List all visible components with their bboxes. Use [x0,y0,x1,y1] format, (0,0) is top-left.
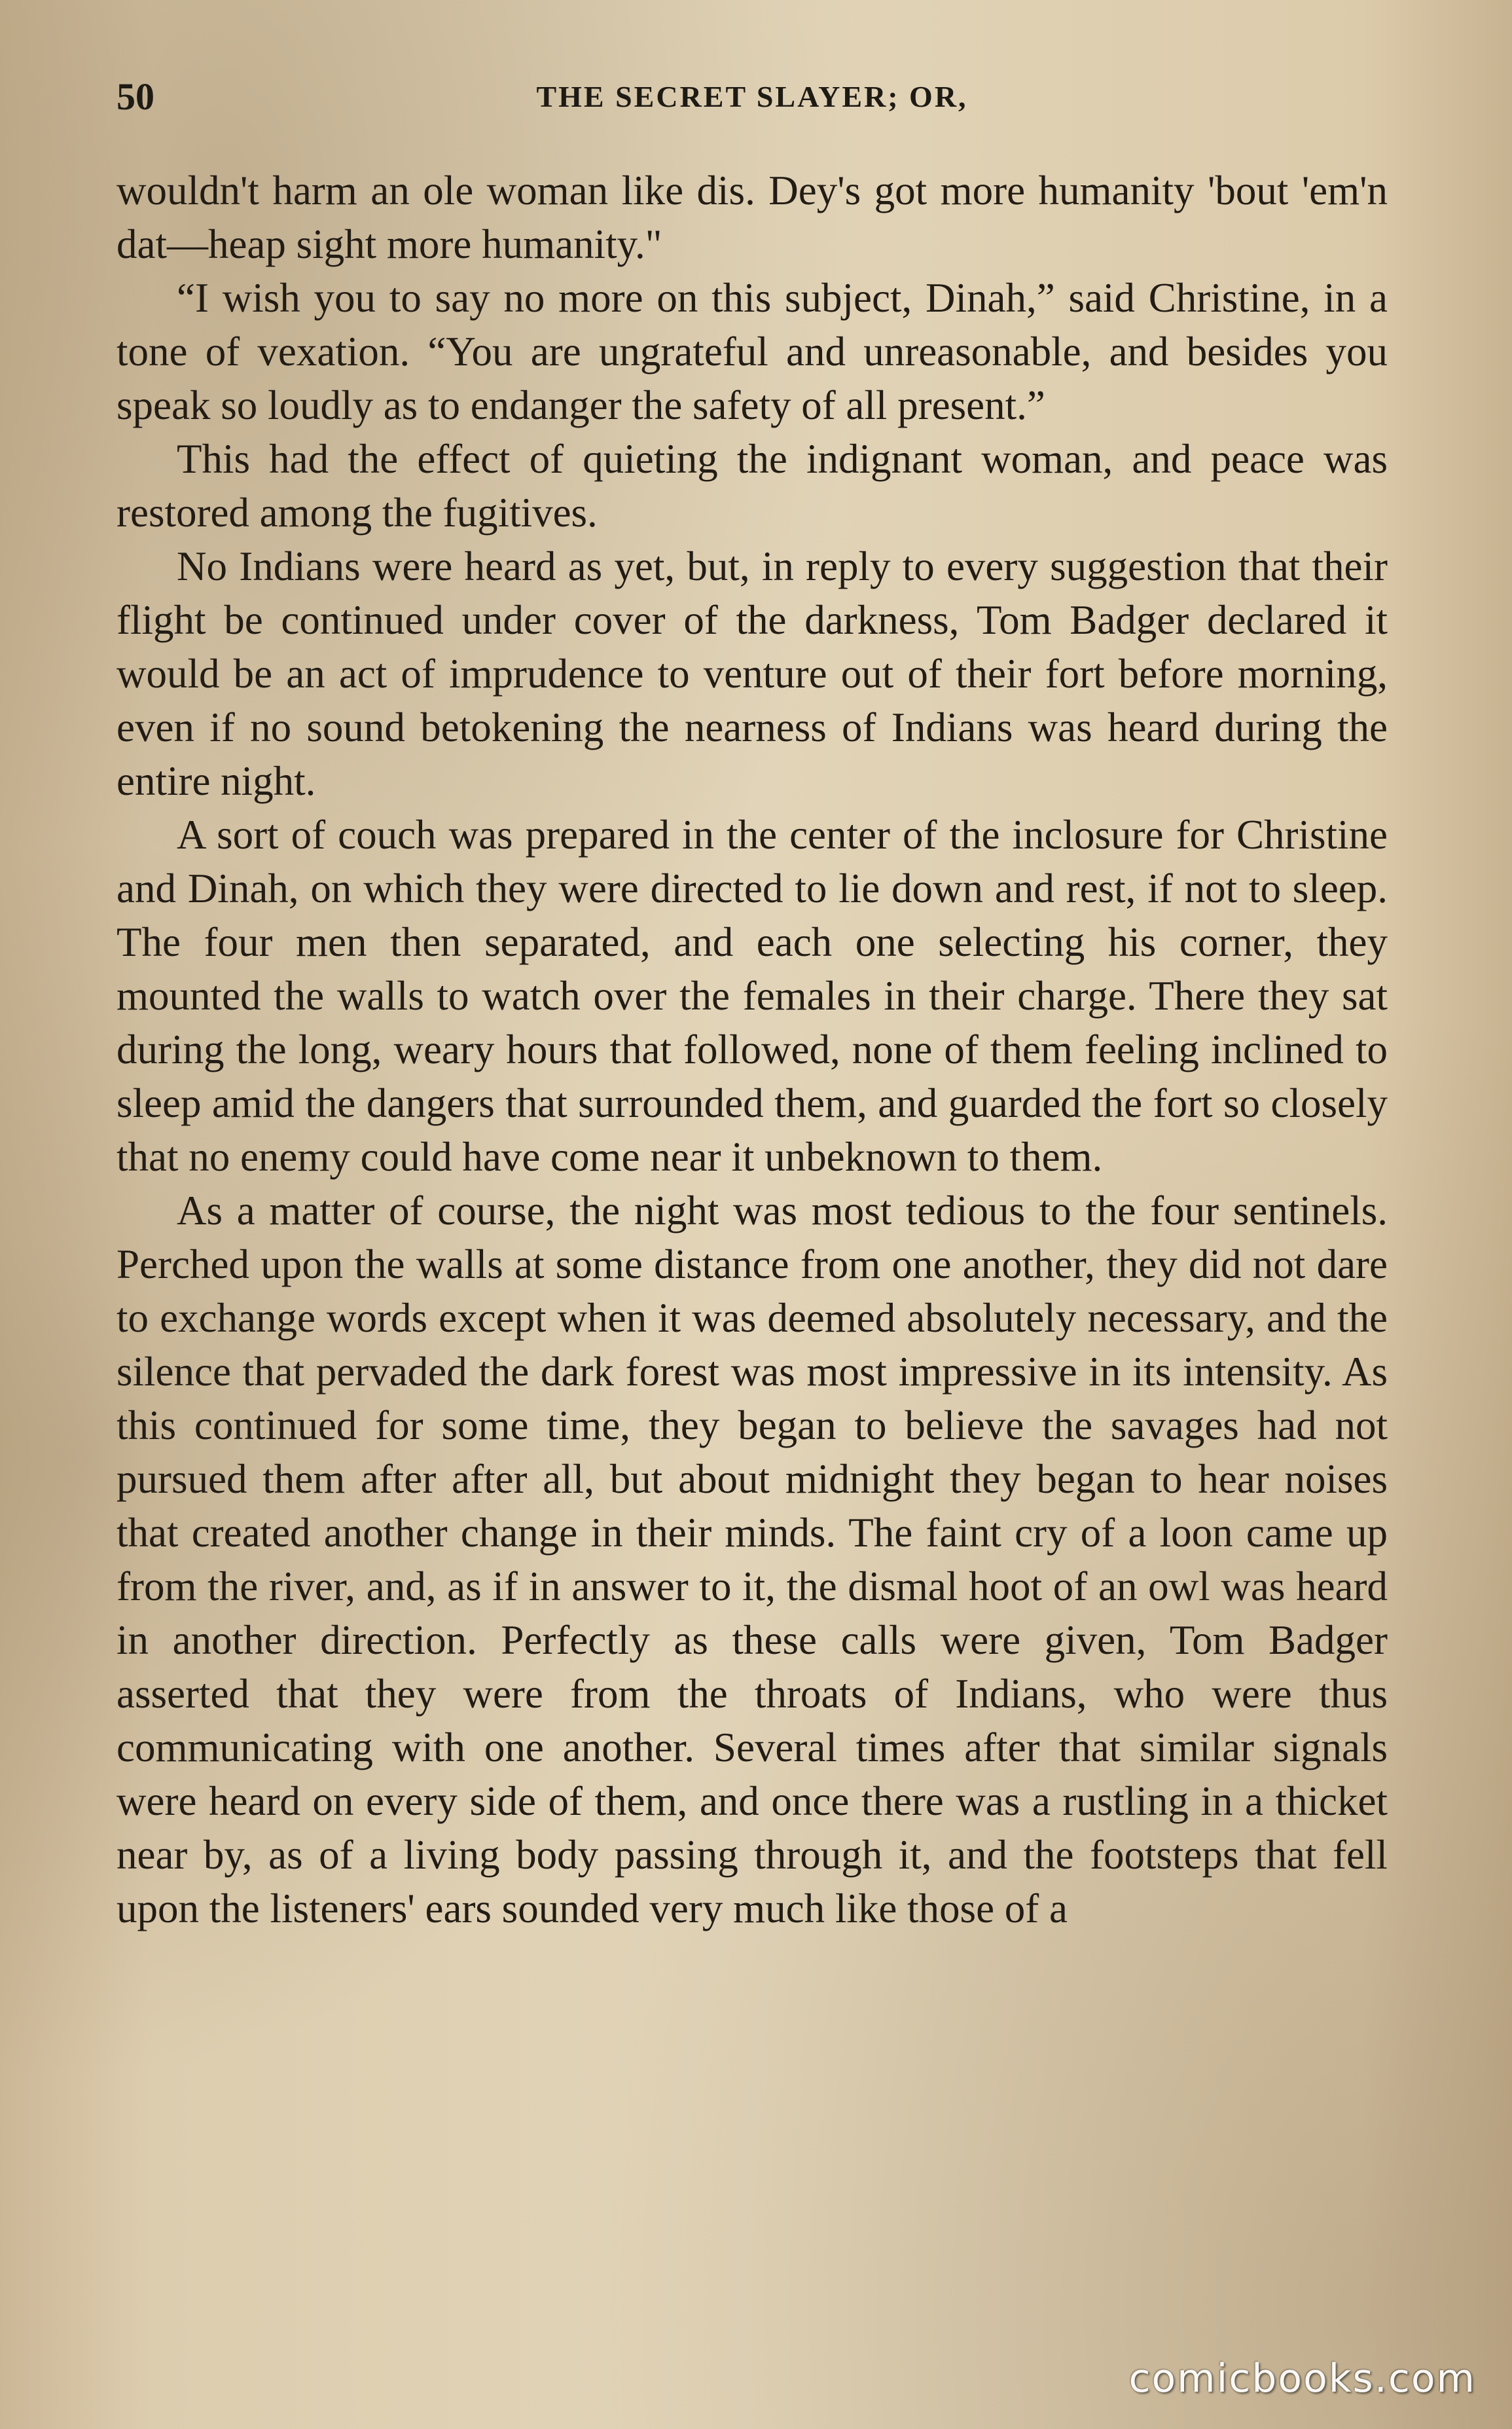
paragraph: This had the effect of quieting the indignant woman, and peace was restored among the fugitives. [117,436,1388,536]
page-header [117,71,1388,123]
paragraph: A sort of couch was prepared in the center of the inclosure for Christine and Dinah, on which they were directed to lie down and rest, if not to sleep. The four men then separated, and each one selecting his corner, they mounted the walls to watch over the females in their charge. There they sat during the long, weary hours that followed, none of them feeling inclined to sleep amid the dangers that surrounded them, and guarded the fort so closely that no enemy could have come near it unbeknown to them. [117,812,1388,1180]
page-number: 50 [117,75,154,118]
paragraph: “I wish you to say no more on this subject, Dinah,” said Christine, in a tone of vexation. “You are ungrateful and unreasonable, and besides you speak so loudly as to endanger the safety of all present.” [117,275,1388,428]
paragraph: No Indians were heard as yet, but, in reply to every suggestion that their flight be continued under cover of the darkness, Tom Badger declared it would be an act of imprudence to venture out of their fort before morning, even if no sound betokening the nearness of Indians was heard during the entire night. [117,543,1388,804]
paragraph: As a matter of course, the night was most tedious to the four sentinels. Perched upon the walls at some distance from one another, they did not dare to exchange words except when it was deemed absolutely necessary, and the silence that pervaded the dark forest was most impressive in its intensity. As this continued for some time, they began to believe the savages had not pursued them after after all, but about midnight they began to hear noises that created another change in their minds. The faint cry of a loon came up from the river, and, as if in answer to it, the dismal hoot of an owl was heard in another direction. Perfectly as these calls were given, Tom Badger asserted that they were from the throats of Indians, who were thus communicating with one another. Several times after that similar signals were heard on every side of them, and once there was a rustling in a thicket near by, as of a living body passing through it, and the footsteps that fell upon the listeners' ears sounded very much like those of a [117,1188,1388,1931]
page-body [117,164,1388,1935]
running-title: THE SECRET SLAYER; OR, [536,80,968,113]
paragraph-continued: wouldn't harm an ole woman like dis. Dey's got more humanity 'bout 'em'n dat—heap sight more humanity." [117,168,1388,267]
site-watermark: comicbooks.com [1128,2356,1476,2402]
